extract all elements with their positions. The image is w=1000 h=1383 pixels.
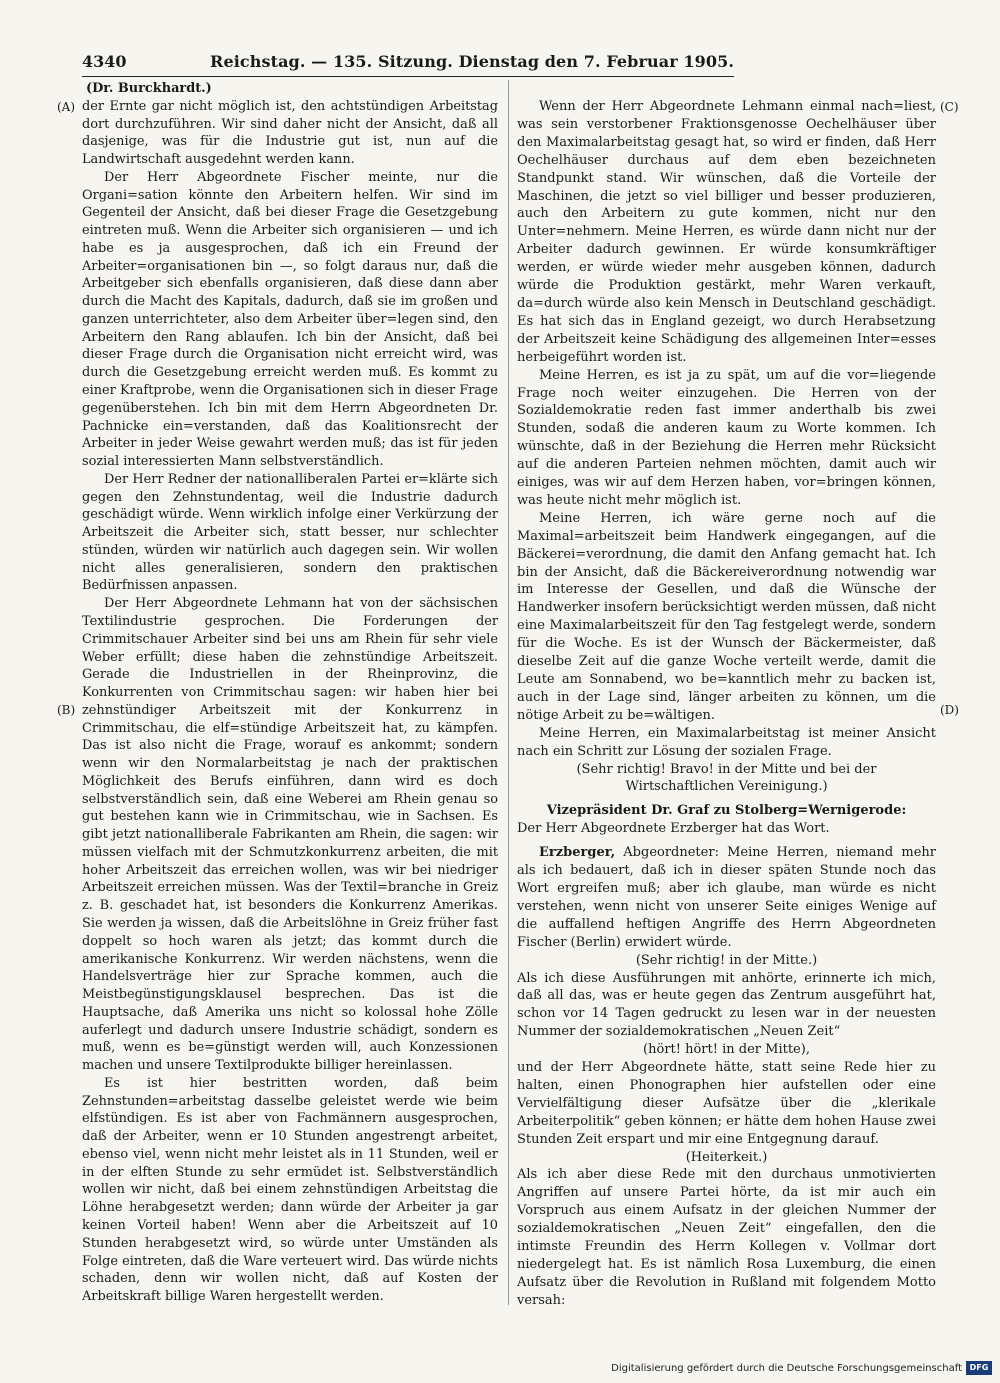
margin-marker-a: (A) bbox=[57, 100, 76, 114]
interjection: (Heiterkeit.) bbox=[685, 1149, 768, 1165]
paragraph: Der Herr Redner der nationalliberalen Partei er=klärte sich gegen den Zehnstundentag, weil die Industrie dadurch geschädigt würde. Wenn wirklich infolge einer Verkürzung der Arbeitszeit die Arbeiter sich, statt besser, nur schlechter stünden, würden wir natürlich auch dagegen sein. Wir wollen nicht alles generalisieren, sondern den praktischen Bedürfnissen anpassen. bbox=[82, 471, 498, 594]
page-header bbox=[82, 52, 734, 76]
paragraph: Meine Herren, ich wäre gerne noch auf die Maximal=arbeitszeit beim Handwerk eingegangen, auf die Bäckerei=verordnung, die damit den Anfang gemacht hat. Ich bin der Ansicht, daß die Bäckereiverordnung notwendig war im Interesse der Gesellen, und daß die Wünsche der Handwerker insofern berücksichtigt werden müssen, daß nicht eine Maximalarbeitszeit für den Tag festgelegt werde, sondern für die Woche. Es ist der Wunsch der Bäckermeister, daß dieselbe Zeit auf die ganze Woche verteilt werde, damit die Leute am Sonnabend, wo be=kanntlich mehr zu backen ist, auch in der Lage sind, länger arbeiten zu können, um die nötige Arbeit zu be=wältigen. bbox=[517, 510, 936, 723]
paragraph: und der Herr Abgeordnete hätte, statt seine Rede hier zu halten, einen Phonographen hier aufstellen oder eine Vervielfältigung dieser Aufsätze über die „klerikale Arbeiterpolitik“ geben können; er hätte dem hohen Hause zwei Stunden Zeit erspart und mir eine Entgegnung darauf. bbox=[517, 1060, 936, 1147]
interjection: (Sehr richtig! Bravo! in der Mitte und bei der Wirtschaftlichen Vereinigung.) bbox=[576, 761, 877, 795]
dfg-logo: DFG bbox=[966, 1361, 992, 1375]
interjection: (Sehr richtig! in der Mitte.) bbox=[635, 952, 818, 968]
paragraph: Wenn der Herr Abgeordnete Lehmann einmal nach=liest, was sein verstorbener Fraktionsgenosse Oechelhäuser über den Maximalarbeitstag gesagt hat, so wird er finden, daß Herr Oechelhäuser durchaus auf dem eben bezeichneten Standpunkt stand. Wir wünschen, daß die Vorteile der Maschinen, die jetzt so viel billiger und besser produzieren, auch den Arbeitern zu gute kommen, nicht nur den Unter=nehmern. Meine Herren, es würde dann nicht nur der Arbeiter dadurch gewinnen. Er würde konsumkräftiger werden, er würde wieder mehr ausgeben können, dadurch würde die Produktion gestärkt, mehr Waren verkauft, da=durch würde also kein Mensch in Deutschland geschädigt. Es hat sich das in England gezeigt, wo durch Herabsetzung der Arbeitszeit keine Schädigung des allgemeinen Inter=esses herbeigeführt worden ist. bbox=[517, 99, 936, 365]
paragraph: der Ernte gar nicht möglich ist, den achtstündigen Arbeitstag dort durchzuführen. Wir sind daher nicht der Ansicht, daß all dasjenige, was für die Industrie gut ist, nun auf die Landwirtschaft ausgedehnt werden kann. bbox=[82, 98, 498, 168]
running-title: Reichstag. — 135. Sitzung. Dienstag den 7. Februar 1905. bbox=[210, 52, 734, 71]
header-rule bbox=[82, 76, 734, 77]
speaker-tag: (Dr. Burckhardt.) bbox=[86, 81, 212, 96]
paragraph: Es ist hier bestritten worden, daß beim Zehnstunden=arbeitstag dasselbe geleistet werde wie beim elfstündigen. Es ist aber von Fachmännern ausgesprochen, daß der Arbeiter, wenn er 10 Stunden angestrengt arbeitet, ebenso viel, wenn nicht mehr leistet als in 11 Stunden, weil er in der elften Stunde zu sehr ermüdet ist. Selbstverständlich wollen wir nicht, daß bei einem zehnstündigen Arbeitstag die Löhne herabgesetzt werden; dann würde der Arbeiter ja gar keinen Vorteil haben! Wenn aber die Arbeitszeit auf 10 Stunden herabgesetzt wird, so würde unter Umständen als Folge eintreten, daß die Ware verteuert wird. Das würde nichts schaden, denn wir wollen nicht, daß auf Kosten der Arbeitskraft billige Waren hergestellt werden. bbox=[82, 1075, 498, 1305]
paragraph: Erzberger, Abgeordneter: Meine Herren, niemand mehr als ich bedauert, daß ich in dieser späten Stunde noch das Wort ergreifen muß; aber ich glaube, man würde es nicht verstehen, wenn nicht von unserer Seite einiges Wenige auf die auffallend heftigen Angriffe des Herrn Abgeordneten Fischer (Berlin) erwidert würde. bbox=[517, 845, 936, 950]
margin-marker-b: (B) bbox=[57, 703, 76, 717]
paragraph: Meine Herren, es ist ja zu spät, um auf die vor=liegende Frage noch weiter einzugehen. Die Herren von der Sozialdemokratie reden fast immer anderthalb bis zwei Stunden, sodaß die anderen kaum zu Worte kommen. Ich wünschte, daß in der Beziehung die Herren mehr Rücksicht auf die anderen Parteien nehmen möchten, damit auch wir einiges, was wir auf dem Herzen haben, vor=bringen können, was heute nicht mehr möglich ist. bbox=[517, 367, 936, 508]
margin-marker-d: (D) bbox=[940, 703, 959, 717]
column-divider bbox=[508, 80, 509, 1305]
vice-president-speaker: Vizepräsident Dr. Graf zu Stolberg=Wernigerode: bbox=[546, 803, 907, 819]
margin-marker-c: (C) bbox=[940, 100, 959, 114]
paragraph: Als ich aber diese Rede mit den durchaus unmotivierten Angriffen auf unsere Partei hörte, da ist mir auch ein Vorspruch aus einem Aufsatz in der gleichen Nummer der sozialdemokratischen „Neuen Zeit“ eingefallen, den die intimste Freundin des Herrn Kollegen v. Vollmar dort niedergelegt hat. Es ist nämlich Rosa Luxemburg, die einen Aufsatz über die Revolution in Rußland mit folgendem Motto versah: bbox=[517, 1167, 936, 1308]
interjection: (hört! hört! in der Mitte), bbox=[643, 1042, 810, 1058]
speaker-name: Erzberger, bbox=[539, 845, 616, 861]
right-column bbox=[517, 80, 936, 1310]
paragraph: Der Herr Abgeordnete Lehmann hat von der sächsischen Textilindustrie gesprochen. Die Forderungen der Crimmitschauer Arbeiter sind bei uns am Rhein für sehr viele Weber erfüllt; diese haben die zehnstündige Arbeitszeit. Gerade die Industriellen in der Rheinprovinz, die Konkurrenten von Crimmitschau sagen: wir haben hier bei zehnstündiger Arbeitszeit mit der Konkurrenz in Crimmitschau, die elf=stündige Arbeitszeit hat, zu kämpfen. Das ist also nicht die Frage, worauf es ankommt; sondern wenn wir den Normalarbeitstag je nach der praktischen Möglichkeit des Berufs einführen, dann wird es doch selbstverständlich sein, daß eine Weberei am Rhein genau so gut bestehen kann wie in Crimmitschau, wie in Sachsen. Es gibt jetzt nationalliberale Fabrikanten am Rhein, die sagen: wir müssen vielfach mit der Schmutzkonkurrenz arbeiten, die mit hoher Arbeitszeit das erreichen wollen, was wir bei niedriger Arbeitszeit erreichen müssen. Was der Textil=branche in Greiz z. B. geschadet hat, ist besonders die Konkurrenz Amerikas. Sie werden ja wissen, daß die Arbeitslöhne in Greiz früher fast doppelt so hoch waren als jetzt; das kommt durch die amerikanische Konkurrenz. Wir werden nächstens, wenn die Handelsverträge hier zur Sprache kommen, auch die Meistbegünstigungsklausel besprechen. Das ist die Hauptsache, daß Amerika uns nicht so kolossal hohe Zölle auferlegt und dadurch unsere Industrie schädigt, sondern es muß, wenn es be=günstigt werden will, auch Konzessionen machen und unsere Textilprodukte billiger hereinlassen. bbox=[82, 596, 498, 1074]
paragraph: Meine Herren, ein Maximalarbeitstag ist meiner Ansicht nach ein Schritt zur Lösung der sozialen Frage. bbox=[517, 725, 936, 759]
digitization-credit: Digitalisierung gefördert durch die Deutsche Forschungsgemeinschaft bbox=[611, 1363, 962, 1374]
paragraph: Der Herr Abgeordnete Fischer meinte, nur die Organi=sation könnte den Arbeitern helfen. Wir sind im Gegenteil der Ansicht, daß bei dieser Frage die Gesetzgebung eintreten muß. Wenn die Arbeiter sich organisieren — und ich habe es ja ausgesprochen, daß ich ein Freund der Arbeiter=organisationen bin —, so folgt daraus nur, daß die Arbeitgeber sich ebenfalls organisieren, daß diese dann aber durch die Macht des Kapitals, dadurch, daß sie im großen und ganzen unterrichteter, also dem Arbeiter über=legen sind, den Arbeitern den Rang ablaufen. Ich bin der Ansicht, daß bei dieser Frage durch die Organisation nicht erreicht wird, was durch die Gesetzgebung erreicht werden muß. Es kommt zu einer Kraftprobe, wenn die Organisationen sich in dieser Frage gegenüberstehen. Ich bin mit dem Herrn Abgeordneten Dr. Pachnicke ein=verstanden, daß das Koalitionsrecht der Arbeiter in jeder Weise gewahrt werden muß; das ist für jeden sozial interessierten Mann selbstverständlich. bbox=[82, 169, 498, 470]
page-number: 4340 bbox=[82, 52, 127, 71]
paragraph: Der Herr Abgeordnete Erzberger hat das Wort. bbox=[517, 821, 830, 837]
paragraph: Als ich diese Ausführungen mit anhörte, erinnerte ich mich, daß all das, was er heute gegen das Zentrum ausgeführt hat, schon vor 14 Tagen gedruckt zu lesen war in der neuesten Nummer der sozialdemokratischen „Neuen Zeit“ bbox=[517, 970, 936, 1040]
left-column bbox=[82, 80, 498, 1306]
